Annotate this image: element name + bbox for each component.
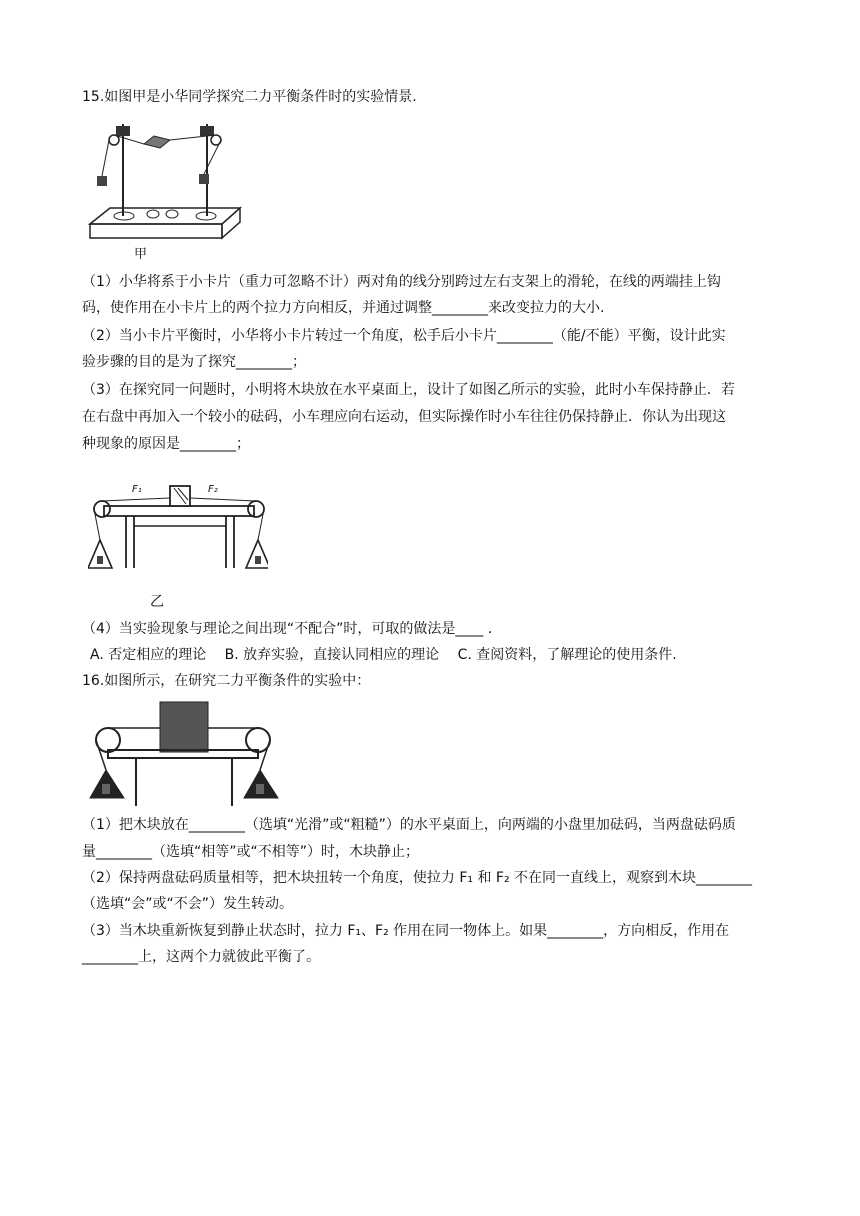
q15-part3-line3: 种现象的原因是________； [82, 436, 250, 452]
q15-part2-line1: （2）当小卡片平衡时，小华将小卡片转过一个角度，松手后小卡片________（能/不能）平衡，设计此实 [82, 328, 726, 344]
q15-part4: （4）当实验现象与理论之间出现“不配合”时，可取的做法是____ ． [82, 621, 502, 637]
figure-jia [88, 116, 248, 261]
figure-16 [84, 698, 284, 808]
figure-yi-label: 乙 [150, 594, 164, 610]
q15-options: A. 否定相应的理论 B. 放弃实验，直接认同相应的理论 C. 查阅资料，了解理论的使用条件. [90, 647, 677, 663]
q16-part3-line2: ________上，这两个力就彼此平衡了。 [82, 949, 320, 965]
q16-part2-line1: （2）保持两盘砝码质量相等，把木块扭转一个角度，使拉力 F₁ 和 F₂ 不在同一直线上，观察到木块________ [82, 870, 753, 886]
figure-16-drawing [84, 698, 284, 808]
figure-yi-drawing [88, 476, 268, 612]
q15-part1-line1: （1）小华将系于小卡片（重力可忽略不计）两对角的线分别跨过左右支架上的滑轮，在线的两端挂上钩 [82, 274, 721, 290]
q16-part2-line2: （选填“会”或“不会”）发生转动。 [82, 896, 294, 912]
q16-part3-line1: （3）当木块重新恢复到静止状态时，拉力 F₁、F₂ 作用在同一物体上。如果________，方向相反，作用在 [82, 923, 730, 939]
q16-part1-line2: 量________（选填“相等”或“不相等”）时，木块静止； [82, 844, 420, 860]
q15-title: 15.如图甲是小华同学探究二力平衡条件时的实验情景. [82, 89, 417, 105]
q15-part2-line2: 验步骤的目的是为了探究________； [82, 354, 306, 370]
f1-label: F₁ [132, 484, 142, 495]
q16-title: 16.如图所示，在研究二力平衡条件的实验中： [82, 673, 371, 689]
q15-part3-line1: （3）在探究同一问题时，小明将木块放在水平桌面上，设计了如图乙所示的实验，此时小车保持静止．若 [82, 382, 735, 398]
figure-jia-drawing [88, 116, 248, 261]
q16-part1-line1: （1）把木块放在________（选填“光滑”或“粗糙”）的水平桌面上，向两端的小盘里加砝码，当两盘砝码质 [82, 817, 736, 833]
f2-label: F₂ [208, 484, 218, 495]
q15-part1-line2: 码，使作用在小卡片上的两个拉力方向相反，并通过调整________来改变拉力的大小. [82, 300, 605, 316]
figure-yi [88, 476, 268, 612]
figure-jia-label: 甲 [134, 247, 148, 261]
q15-part3-line2: 在右盘中再加入一个较小的砝码，小车理应向右运动，但实际操作时小车往往仍保持静止．你认为出现这 [82, 409, 726, 425]
